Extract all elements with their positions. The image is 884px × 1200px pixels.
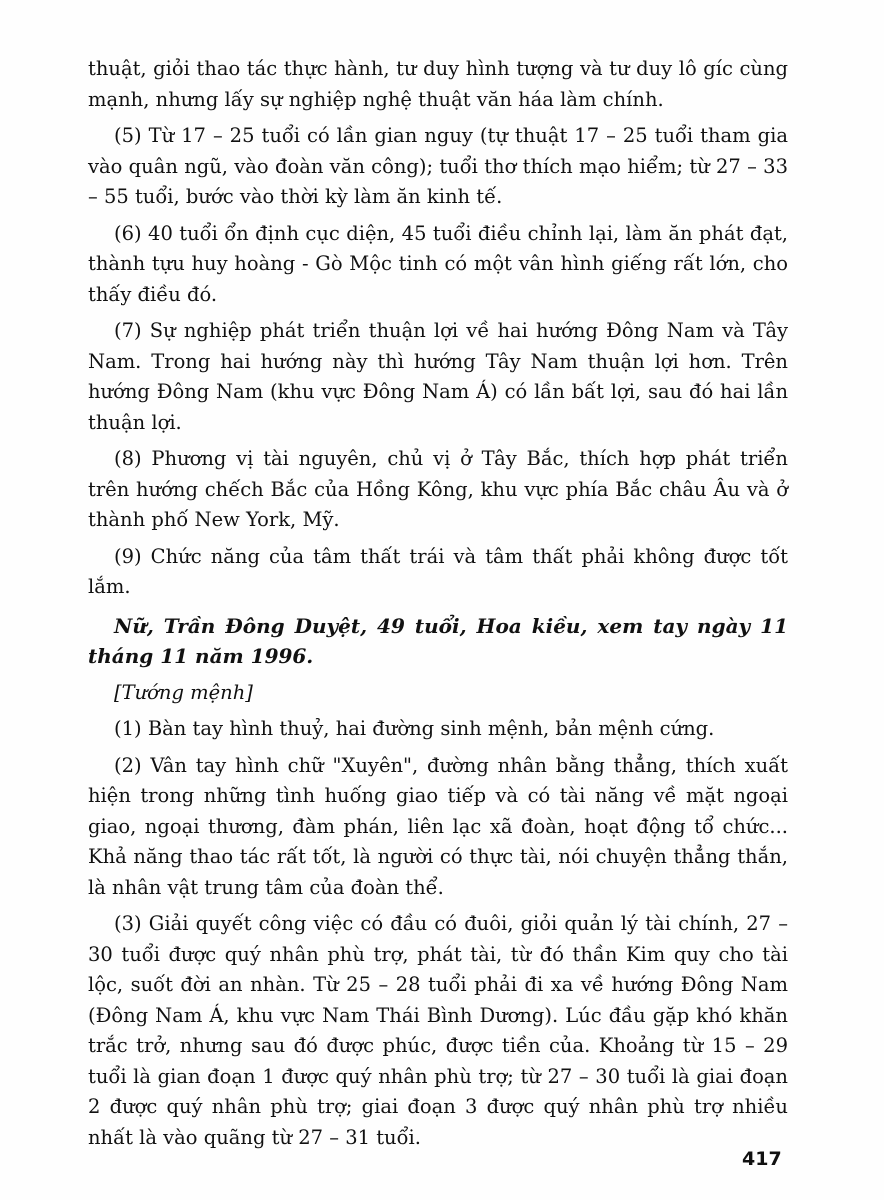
paragraph-item-7: (7) Sự nghiệp phát triển thuận lợi về hai hướng Đông Nam và Tây Nam. Trong hai hướng này thì hướng Tây Nam thuận lợi hơn. Trên hướng Đông Nam (khu vực Đông Nam Á) có lần bất lợi, sau đó hai lần thuận lợi. [88,319,788,434]
body-text [88,54,788,1159]
paragraph-item-6: (6) 40 tuổi ổn định cục diện, 45 tuổi điều chỉnh lại, làm ăn phát đạt, thành tựu huy hoàng - Gò Mộc tinh có một vân hình giếng rất lớn, cho thấy điều đó. [88,221,788,306]
paragraph-item-5: (5) Từ 17 – 25 tuổi có lần gian nguy (tự thuật 17 – 25 tuổi tham gia vào quân ngũ, vào đoàn văn công); tuổi thơ thích mạo hiểm; từ 27 – 33 – 55 tuổi, bước vào thời kỳ làm ăn kinh tế. [88,124,788,208]
case-heading: Nữ, Trần Đông Duyệt, 49 tuổi, Hoa kiều, xem tay ngày 11 tháng 11 năm 1996. [88,613,788,668]
paragraph-item-8: (8) Phương vị tài nguyên, chủ vị ở Tây Bắc, thích hợp phát triển trên hướng chếch Bắc của Hồng Kông, khu vực phía Bắc châu Âu và ở thành phố New York, Mỹ. [88,447,788,531]
paragraph-continuation: thuật, giỏi thao tác thực hành, tư duy hình tượng và tư duy lô gíc cùng mạnh, nhưng lấy sự nghiệp nghệ thuật văn háa làm chính. [88,57,788,111]
page-number: 417 [742,1148,782,1170]
paragraph-case-3: (3) Giải quyết công việc có đầu có đuôi, giỏi quản lý tài chính, 27 – 30 tuổi được quý nhân phù trợ, phát tài, từ đó thần Kim quy cho tài lộc, suốt đời an nhàn. Từ 25 – 28 tuổi phải đi xa về hướng Đông Nam (Đông Nam Á, khu vực Nam Thái Bình Dương). Lúc đầu gặp khó khăn trắc trở, nhưng sau đó được phúc, được tiền của. Khoảng từ 15 – 29 tuổi là gian đoạn 1 được quý nhân phù trợ; từ 27 – 30 tuổi là giai đoạn 2 được quý nhân phù trợ; giai đoạn 3 được quý nhân phù trợ nhiều nhất là vào quãng từ 27 – 31 tuổi. [88,912,788,1149]
paragraph-case-1: (1) Bàn tay hình thuỷ, hai đường sinh mệnh, bản mệnh cứng. [114,717,715,740]
paragraph-case-2: (2) Vân tay hình chữ "Xuyên", đường nhân bằng thẳng, thích xuất hiện trong những tình huống giao tiếp và có tài năng về mặt ngoại giao, ngoại thương, đàm phán, liên lạc xã đoàn, hoạt động tổ chức... Khả năng thao tác rất tốt, là người có thực tài, nói chuyện thẳng thắn, là nhân vật trung tâm của đoàn thể. [88,753,788,899]
section-label: [Tướng mệnh] [114,680,253,704]
paragraph-item-9: (9) Chức năng của tâm thất trái và tâm thất phải không được tốt lắm. [88,544,788,598]
